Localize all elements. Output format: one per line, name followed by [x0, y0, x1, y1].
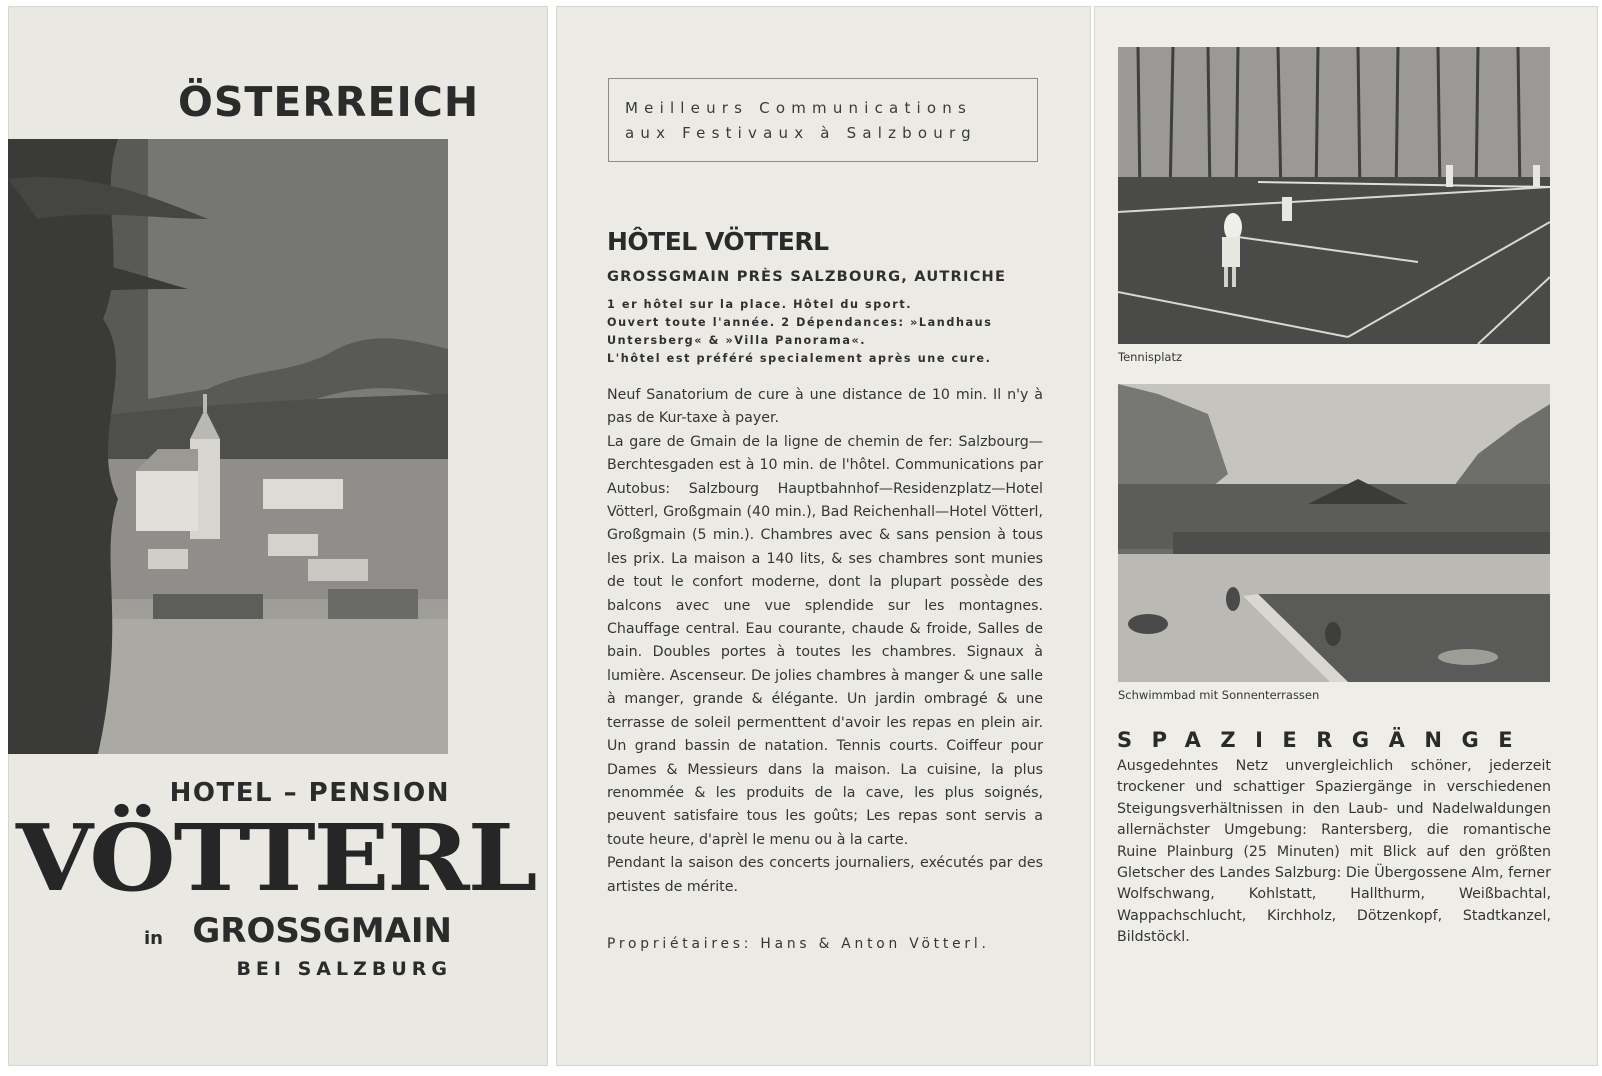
village-photo-illustration — [8, 139, 448, 754]
description-paragraph-2: La gare de Gmain de la ligne de chemin de fer: Salzbourg—Berchtesgaden est à 10 min. de l'hôtel. Communications par Autobus: Salzbourg Hauptbahnhof—Residenzplatz—Hotel Vötterl, Großgmain (40 min.), Bad Reichenhall—Hotel Vötterl, Großgmain (5 min.). Chambres avec & sans pension à tous les prix. La maison a 140 lits, & ses chambres sont munies de tout le confort moderne, dont la plupart possède des balcons avec une vue splendide sur les montagnes. Chauffage central. Eau courante, chaude & froide, Salles de bain. Doubles portes à toutes les chambres. Signaux à lumière. Ascenseur. De jolies chambres à manger & une salle à manger, grande & élégante. Un jardin ombragé & une terrasse de soleil permenttent d'avoir les repas en plein air. Un grand bassin de natation. Tennis courts. Coiffeur pour Dames & Messieurs dans la maison. La cuisine, la plus renommée & les produits de la cave, les plus soignés, peuvent satisfaire tous les goûts; Les repas sont servis a toute heure, d'aprèl le menu ou à la carte. — [607, 433, 1044, 848]
hotel-name-heading: HÔTEL VÖTTERL — [607, 227, 829, 256]
description-paragraph-1: Neuf Sanatorium de cure à une distance de 10 min. Il n'y à pas de Kur-taxe à payer. — [607, 387, 1043, 427]
pool-caption: Schwimmbad mit Sonnenterrassen — [1118, 688, 1320, 702]
tagline-3: Untersberg« & »Villa Panorama«. — [607, 334, 867, 347]
swimming-pool-photo — [1118, 384, 1550, 682]
festival-box — [608, 78, 1038, 162]
festival-line-2: aux Festivaux à Salzbourg — [625, 124, 977, 142]
walks-description: Ausgedehntes Netz unvergleichlich schöner, jederzeit trockener und schattiger Spaziergänge in verschiedenen Steigungsverhältnissen in den Laub- und Nadelwaldungen allernächster Umgebung: Rantersberg, die romantische Ruine Plainburg (25 Minuten) mit Blick auf den größten Gletscher des Landes Salzburg: Die Übergossene Alm, ferner Wolfschwang, Kohlstatt, Hallthurm, Weißbachtal, Wappachschlucht, Kirchholz, Dötzenkopf, Stadtkanzel, Bildstöckl. — [1117, 758, 1551, 946]
brand-logo-text: VÖTTERL — [16, 804, 536, 912]
brochure-activities-panel — [1094, 6, 1598, 1066]
hotel-type-heading: HOTEL – PENSION — [169, 778, 450, 808]
tennis-court-illustration — [1118, 47, 1550, 344]
town-heading: GROSSGMAIN — [192, 911, 452, 951]
country-heading: ÖSTERREICH — [178, 78, 480, 126]
tennis-court-photo — [1118, 47, 1550, 344]
village-photo — [8, 139, 448, 754]
description-paragraph-3: Pendant la saison des concerts journaliers, exécutés par des artistes de mérite. — [607, 855, 1043, 895]
tagline-4: L'hôtel est préféré specialement après une cure. — [607, 352, 992, 365]
near-heading: BEI SALZBURG — [236, 958, 452, 980]
tennis-caption: Tennisplatz — [1118, 350, 1182, 364]
tagline-2: Ouvert toute l'année. 2 Dépendances: »Landhaus — [607, 316, 993, 329]
in-label: in — [144, 928, 163, 949]
walks-heading: SPAZIERGÄNGE — [1117, 728, 1533, 752]
festival-line-1: Meilleurs Communications — [625, 99, 973, 117]
brochure-cover-panel — [8, 6, 548, 1066]
tagline-1: 1 er hôtel sur la place. Hôtel du sport. — [607, 298, 913, 311]
hotel-description — [607, 384, 1043, 899]
hotel-location-heading: GROSSGMAIN PRÈS SALZBOURG, AUTRICHE — [607, 268, 1007, 285]
brochure-info-panel — [556, 6, 1091, 1066]
swimming-pool-illustration — [1118, 384, 1550, 682]
owners-line: Propriétaires: Hans & Anton Vötterl. — [607, 936, 990, 952]
